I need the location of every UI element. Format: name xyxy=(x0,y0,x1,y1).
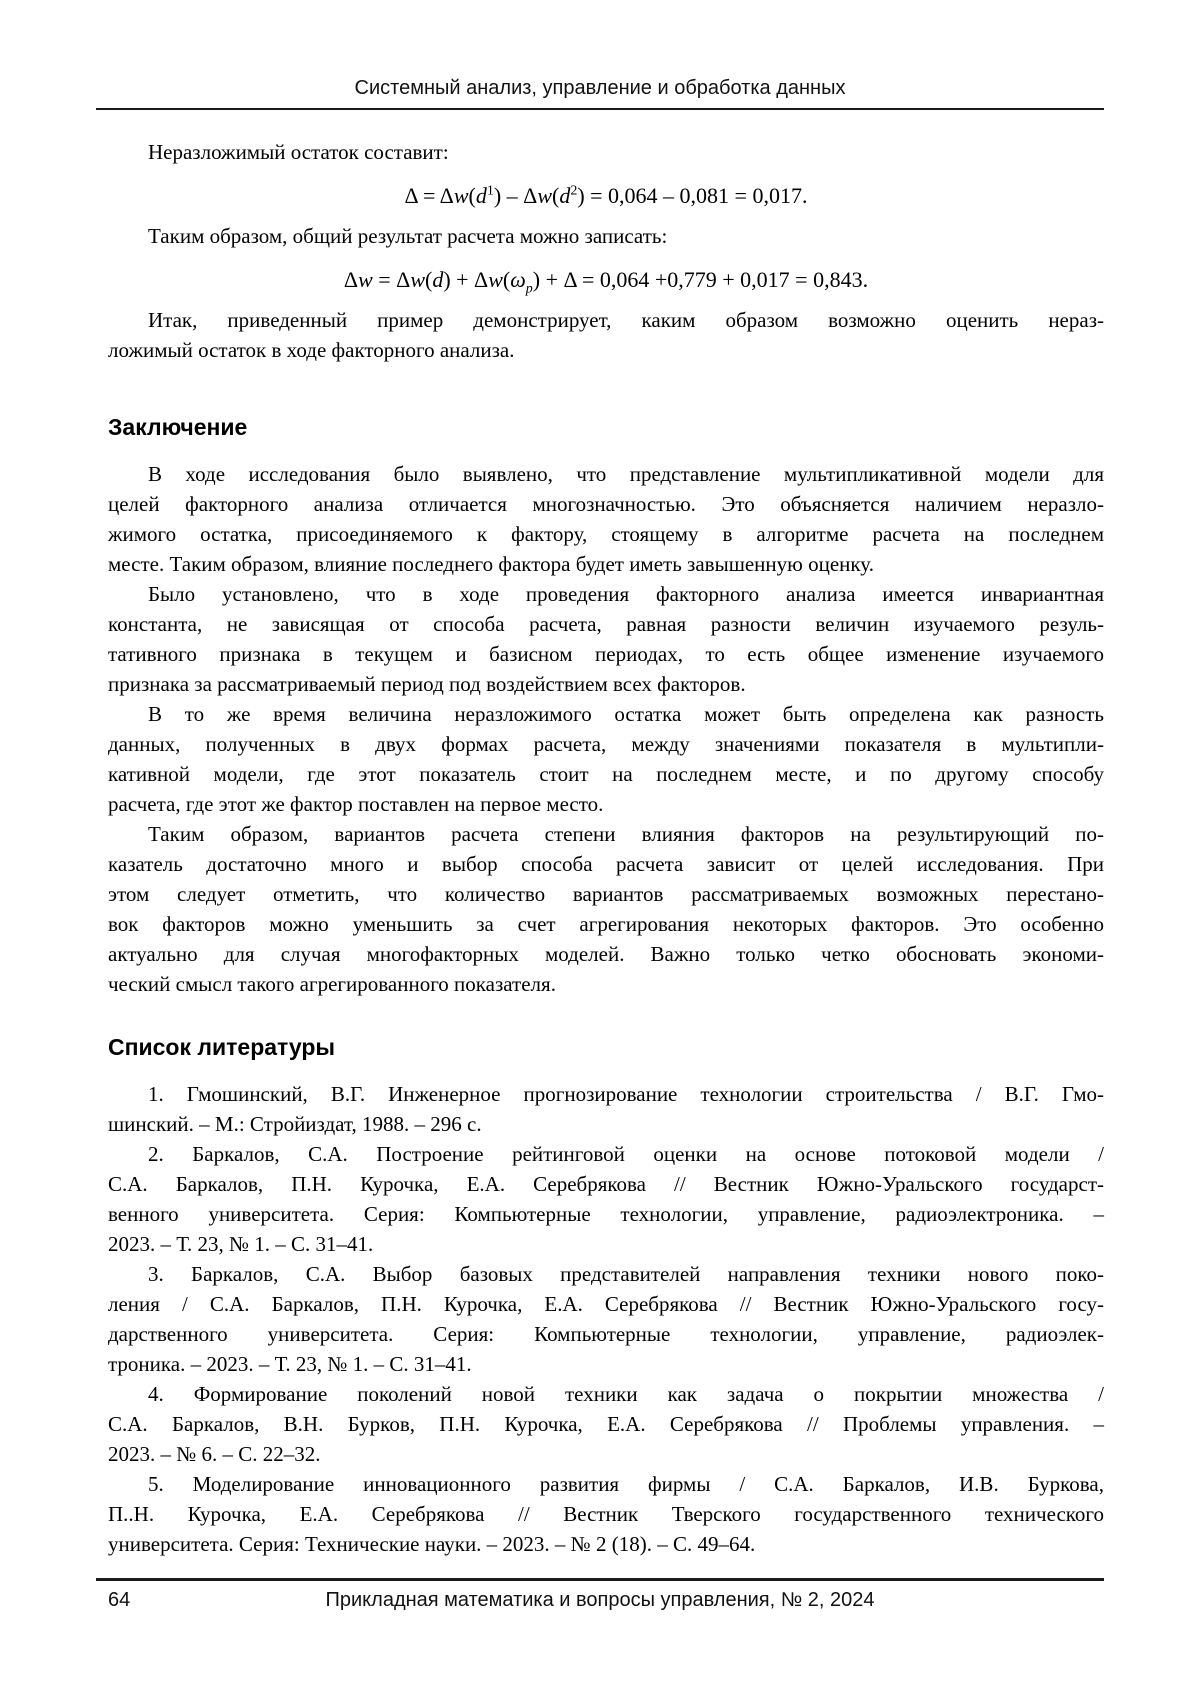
text-line: ческий смысл такого агрегированного показателя. xyxy=(108,972,556,996)
formula-segment: ) + Δ xyxy=(443,267,489,292)
article-content xyxy=(108,137,1104,1559)
formula-segment: ( xyxy=(552,183,560,208)
text-line: В то же время величина неразложимого остатка может быть определена как разность xyxy=(148,702,1104,726)
text-line: расчета, где этот же фактор поставлен на первое место. xyxy=(108,792,604,816)
text-line: С.А. Баркалов, В.Н. Бурков, П.Н. Курочка, Е.А. Серебрякова // Проблемы управления. – xyxy=(108,1412,1104,1436)
formula-segment: ) + Δ = 0,064 +0,779 + 0,017 = 0,843. xyxy=(532,267,869,292)
text-line: Было установлено, что в ходе проведения факторного анализа имеется инвариантная xyxy=(148,582,1104,606)
article-body xyxy=(108,137,1104,1559)
para-conclusion-4 xyxy=(108,819,1104,999)
para-conclusion-2 xyxy=(108,579,1104,699)
text-line: 3. Баркалов, С.А. Выбор базовых представителей направления техники нового поко- xyxy=(148,1262,1104,1286)
formula-segment: = Δ xyxy=(372,267,411,292)
formula-segment: d xyxy=(475,183,487,208)
text-line: тативного признака в текущем и базисном периодах, то есть общее изменение изучаемого xyxy=(108,642,1104,666)
text-line: 1. Гмошинский, В.Г. Инженерное прогнозирование технологии строительства / В.Г. Гмо- xyxy=(148,1082,1104,1106)
text-line: дарственного университета. Серия: Компьютерные технологии, управление, радиоэлек- xyxy=(108,1322,1104,1346)
text-line: данных, полученных в двух формах расчета, между значениями показателя в мультипли- xyxy=(108,732,1104,756)
formula-segment: d xyxy=(432,267,444,292)
text-line: венного университета. Серия: Компьютерные технологии, управление, радиоэлектроника. – xyxy=(108,1202,1104,1226)
text-line: С.А. Баркалов, П.Н. Курочка, Е.А. Серебрякова // Вестник Южно-Уральского государст- xyxy=(108,1172,1104,1196)
formula-segment: w xyxy=(358,267,373,292)
text-line: П..Н. Курочка, Е.А. Серебрякова // Вестник Тверского государственного технического xyxy=(108,1502,1104,1526)
formula-segment: p xyxy=(525,281,533,297)
page-number: 64 xyxy=(108,1589,131,1611)
reference-3 xyxy=(108,1259,1104,1379)
text-line: кативной модели, где этот показатель стоит на последнем месте, и по другому способу xyxy=(108,762,1104,786)
reference-5 xyxy=(108,1469,1104,1559)
section-references: Список литературы xyxy=(108,1034,336,1060)
formula-segment: 1 xyxy=(486,183,494,199)
formula-residual xyxy=(108,179,1104,213)
footer-row xyxy=(96,1588,1104,1612)
text-line: шинский. – М.: Стройиздат, 1988. – 296 с. xyxy=(108,1112,482,1136)
journal-section-title: Системный анализ, управление и обработка данных xyxy=(354,77,846,99)
formula-segment: ω xyxy=(510,267,526,292)
para-example-summary xyxy=(108,305,1104,365)
text-line: 2. Баркалов, С.А. Построение рейтинговой оценки на основе потоковой модели / xyxy=(148,1142,1104,1166)
formula-segment: ) – Δ xyxy=(493,183,538,208)
footer-rule xyxy=(96,1578,1104,1581)
formula-segment: w xyxy=(537,183,552,208)
text-line: вок факторов можно уменьшить за счет агрегирования некоторых факторов. Это особенно xyxy=(108,912,1104,936)
text-line: этом следует отметить, что количество вариантов рассматриваемых возможных перестано- xyxy=(108,882,1104,906)
running-footer xyxy=(96,1578,1104,1612)
para-conclusion-3 xyxy=(108,699,1104,819)
formula-segment: w xyxy=(453,183,469,208)
formula-segment: Δ = Δ xyxy=(404,183,454,208)
formula-segment: ) = 0,064 – 0,081 = 0,017. xyxy=(577,183,808,208)
section-conclusion: Заключение xyxy=(108,414,248,440)
text-line: Итак, приведенный пример демонстрирует, каким образом возможно оценить нераз- xyxy=(148,308,1104,332)
text-line: казатель достаточно много и выбор способа расчета зависит от целей исследования. При xyxy=(108,852,1104,876)
text-line: троника. – 2023. – Т. 23, № 1. – С. 31–41. xyxy=(108,1352,472,1376)
running-header xyxy=(96,76,1104,110)
formula-segment: Δ xyxy=(343,267,359,292)
formula-segment: w xyxy=(410,267,425,292)
text-line: 4. Формирование поколений новой техники как задача о покрытии множества / xyxy=(148,1382,1104,1406)
header-rule xyxy=(96,108,1104,110)
text-line: целей факторного анализа отличается многозначностью. Это объясняется наличием неразло- xyxy=(108,492,1104,516)
text-line: месте. Таким образом, влияние последнего фактора будет иметь завышенную оценку. xyxy=(108,552,874,576)
formula-segment: w xyxy=(488,267,503,292)
para-overall-intro xyxy=(108,221,1104,251)
text-line: В ходе исследования было выявлено, что представление мультипликативной модели для xyxy=(148,462,1104,486)
text-line: константа, не зависящая от способа расчета, равная разности величин изучаемого резуль- xyxy=(108,612,1104,636)
formula-segment: ( xyxy=(468,183,476,208)
text-line: жимого остатка, присоединяемого к фактору, стоящему в алгоритме расчета на последнем xyxy=(108,522,1104,546)
text-line: ложимый остаток в ходе факторного анализа. xyxy=(108,338,515,362)
para-conclusion-1 xyxy=(108,459,1104,579)
reference-4 xyxy=(108,1379,1104,1469)
formula-segment: ( xyxy=(502,267,511,292)
text-line: ления / С.А. Баркалов, П.Н. Курочка, Е.А. Серебрякова // Вестник Южно-Уральского госу- xyxy=(108,1292,1104,1316)
formula-overall xyxy=(108,263,1104,297)
formula-segment: ( xyxy=(425,267,433,292)
reference-2 xyxy=(108,1139,1104,1259)
text-line: Таким образом, общий результат расчета можно записать: xyxy=(148,224,668,248)
formula-segment: 2 xyxy=(570,183,578,199)
text-line: 2023. – Т. 23, № 1. – С. 31–41. xyxy=(108,1232,374,1256)
text-line: 5. Моделирование инновационного развития фирмы / С.А. Баркалов, И.В. Буркова, xyxy=(148,1472,1104,1496)
formula-segment: d xyxy=(559,183,571,208)
footer-journal-title: Прикладная математика и вопросы управления, № 2, 2024 xyxy=(325,1589,875,1611)
text-line: Таким образом, вариантов расчета степени влияния факторов на результирующий по- xyxy=(148,822,1104,846)
text-line: университета. Серия: Технические науки. – 2023. – № 2 (18). – С. 49–64. xyxy=(108,1532,756,1556)
reference-1 xyxy=(108,1079,1104,1139)
text-line: 2023. – № 6. – С. 22–32. xyxy=(108,1442,321,1466)
text-line: актуально для случая многофакторных моделей. Важно только четко обосновать экономи- xyxy=(108,942,1104,966)
text-line: признака за рассматриваемый период под воздействием всех факторов. xyxy=(108,672,746,696)
para-residual-intro xyxy=(108,137,1104,167)
text-line: Неразложимый остаток составит: xyxy=(148,140,449,164)
